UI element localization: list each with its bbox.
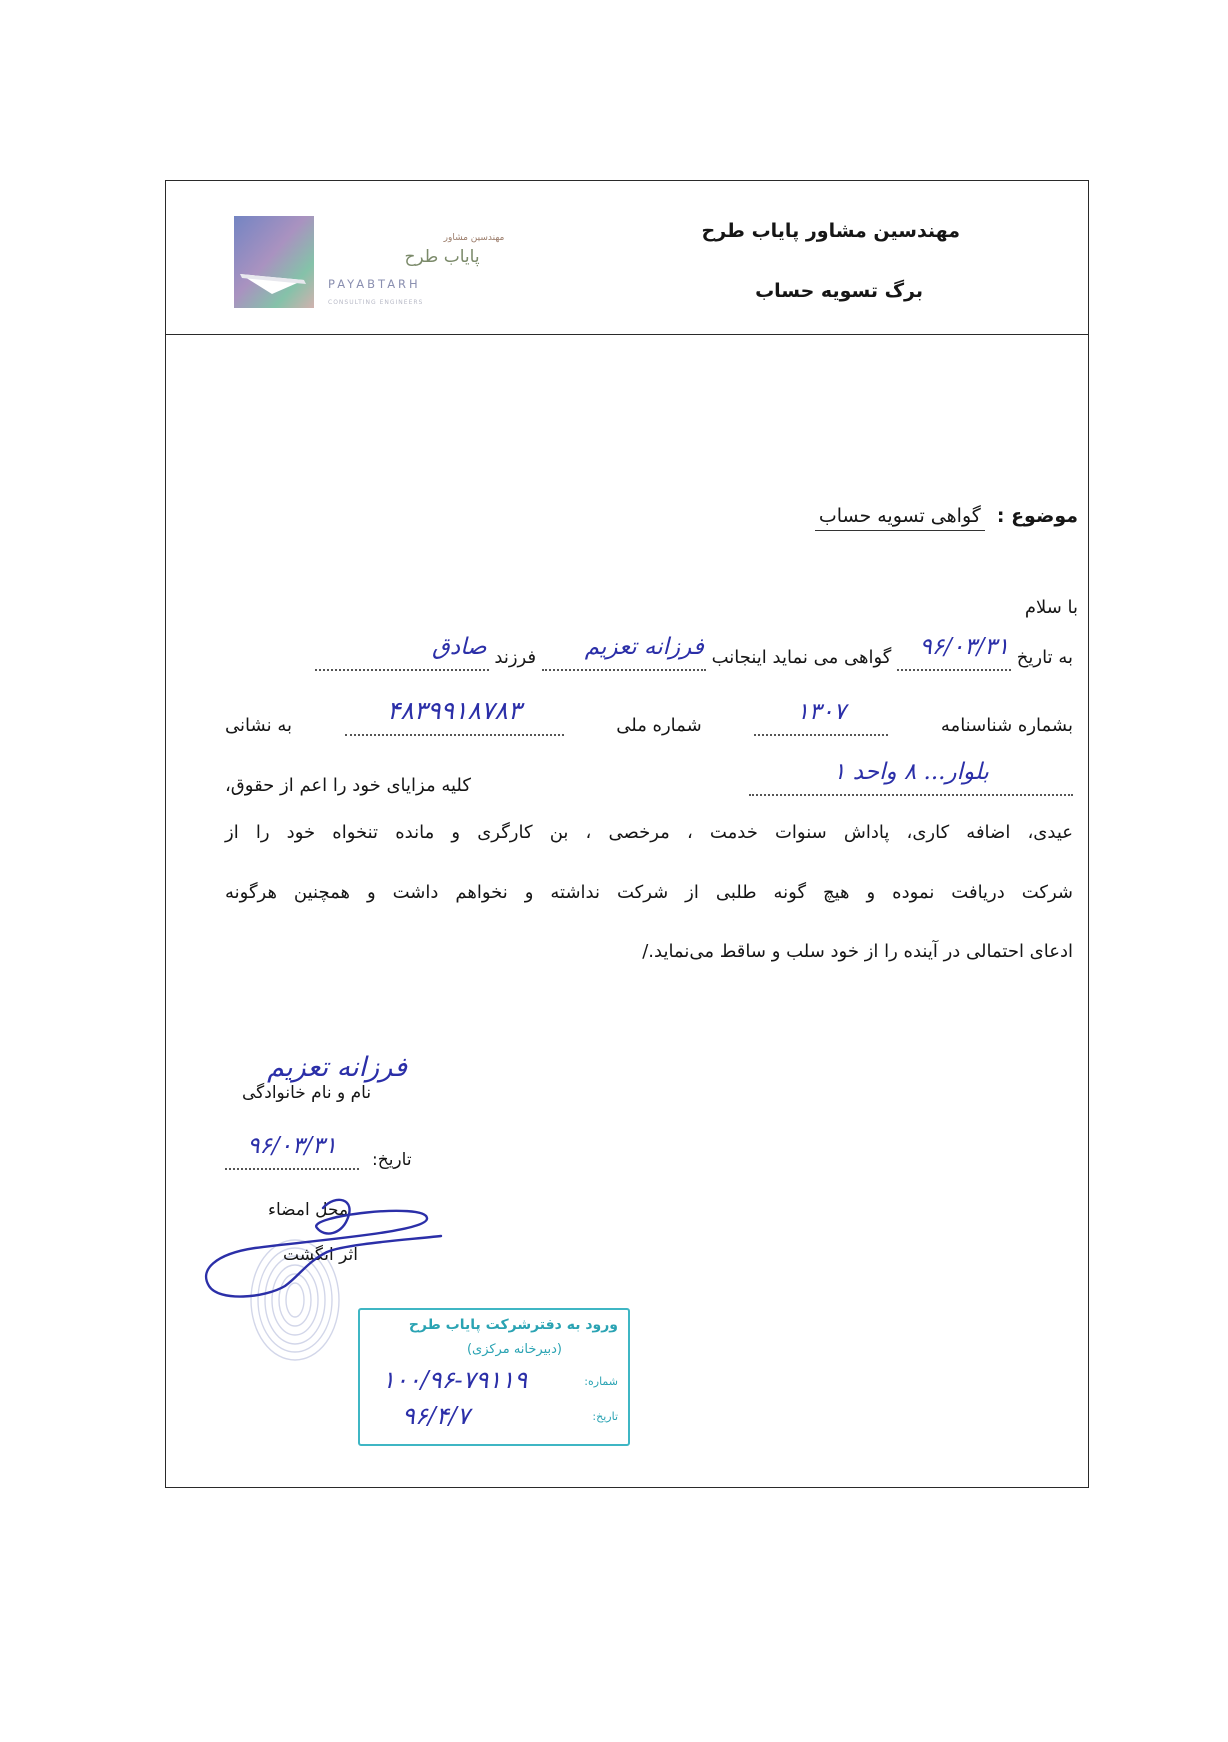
text-address-label: به نشانی <box>225 715 292 736</box>
letter-line-3 <box>225 759 1073 796</box>
subject-label: موضوع : <box>996 505 1078 527</box>
stamp-date-value: ۹۶/۴/۷ <box>402 1402 470 1430</box>
date-fill <box>897 634 1011 671</box>
handwritten-date: ۹۶/۰۳/۳۱ <box>919 634 1010 660</box>
fingerprint-label: اثر انگشت <box>283 1245 358 1265</box>
company-name: مهندسین مشاور پایاب طرح <box>701 220 960 242</box>
letter-line-4: عیدی، اضافه کاری، پاداش سنوات خدمت ، مرخصی ، بن کارگری و مانده تنخواه خود را از <box>225 822 1073 843</box>
letter-line-1 <box>225 634 1073 677</box>
address-fill <box>749 759 1073 796</box>
name-fill <box>542 634 706 671</box>
handwritten-address: بلوار... ۸ واحد ۱ <box>833 759 989 785</box>
logo-tagline: CONSULTING ENGINEERS <box>328 299 424 306</box>
text-benefits: کلیه مزایای خود را اعم از حقوق، <box>225 775 471 796</box>
handwritten-father-name: صادق <box>432 634 487 660</box>
logo-persian-line2: پایاب طرح <box>404 247 480 267</box>
subject-value: گواهی تسویه حساب <box>815 505 985 531</box>
text-id-number: بشماره شناسنامه <box>940 715 1073 736</box>
letter-line-6: ادعای احتمالی در آینده را از خود سلب و ساقط می‌نماید./ <box>642 941 1073 962</box>
subject-line <box>815 505 1078 531</box>
text-date-intro: به تاریخ <box>1016 647 1073 668</box>
stamp-number-value: ۱۰۰/۹۶-۷۹۱۱۹ <box>382 1366 528 1394</box>
form-title: برگ تسویه حساب <box>755 280 923 302</box>
stamp-date-label: تاریخ: <box>592 1410 618 1423</box>
letter-line-2 <box>225 696 1073 736</box>
logo-persian-line1: مهندسین مشاور <box>443 233 505 243</box>
stamp-number-label: شماره: <box>584 1375 618 1388</box>
company-logo <box>232 214 532 314</box>
stamp-subtitle: (دبیرخانه مرکزی) <box>466 1342 562 1357</box>
stamp-title: ورود به دفترشرکت پایاب طرح <box>408 1317 618 1333</box>
handwritten-id-number: ۱۳۰۷ <box>796 699 846 725</box>
id-number-fill <box>754 699 888 736</box>
text-certify: گواهی می نماید اینجانب <box>711 647 892 668</box>
sign-place-label: محل امضاء <box>268 1200 349 1220</box>
logo-latin: PAYABTARH <box>328 277 421 291</box>
date-label: تاریخ: <box>372 1150 412 1170</box>
national-id-fill <box>345 696 564 736</box>
handwritten-national-id: ۴۸۳۹۹۱۸۷۸۳ <box>386 696 522 725</box>
father-fill <box>315 634 489 671</box>
text-national-id: شماره ملی <box>616 715 702 736</box>
registry-stamp <box>358 1308 630 1446</box>
greeting: با سلام <box>1024 597 1078 618</box>
name-label: نام و نام خانوادگی <box>242 1083 372 1103</box>
handwritten-name: فرزانه تعزیم <box>584 634 704 660</box>
letter-line-5: شرکت دریافت نموده و هیچ گونه طلبی از شرکت نداشته و نخواهم داشت و همچنین هرگونه <box>225 882 1073 903</box>
text-child-of: فرزند <box>494 647 537 668</box>
handwritten-signer-name: فرزانه تعزیم <box>267 1052 407 1083</box>
signature-date-fill <box>225 1133 359 1170</box>
signature-mark <box>195 1190 455 1310</box>
handwritten-signature-date: ۹۶/۰۳/۳۱ <box>247 1133 337 1159</box>
